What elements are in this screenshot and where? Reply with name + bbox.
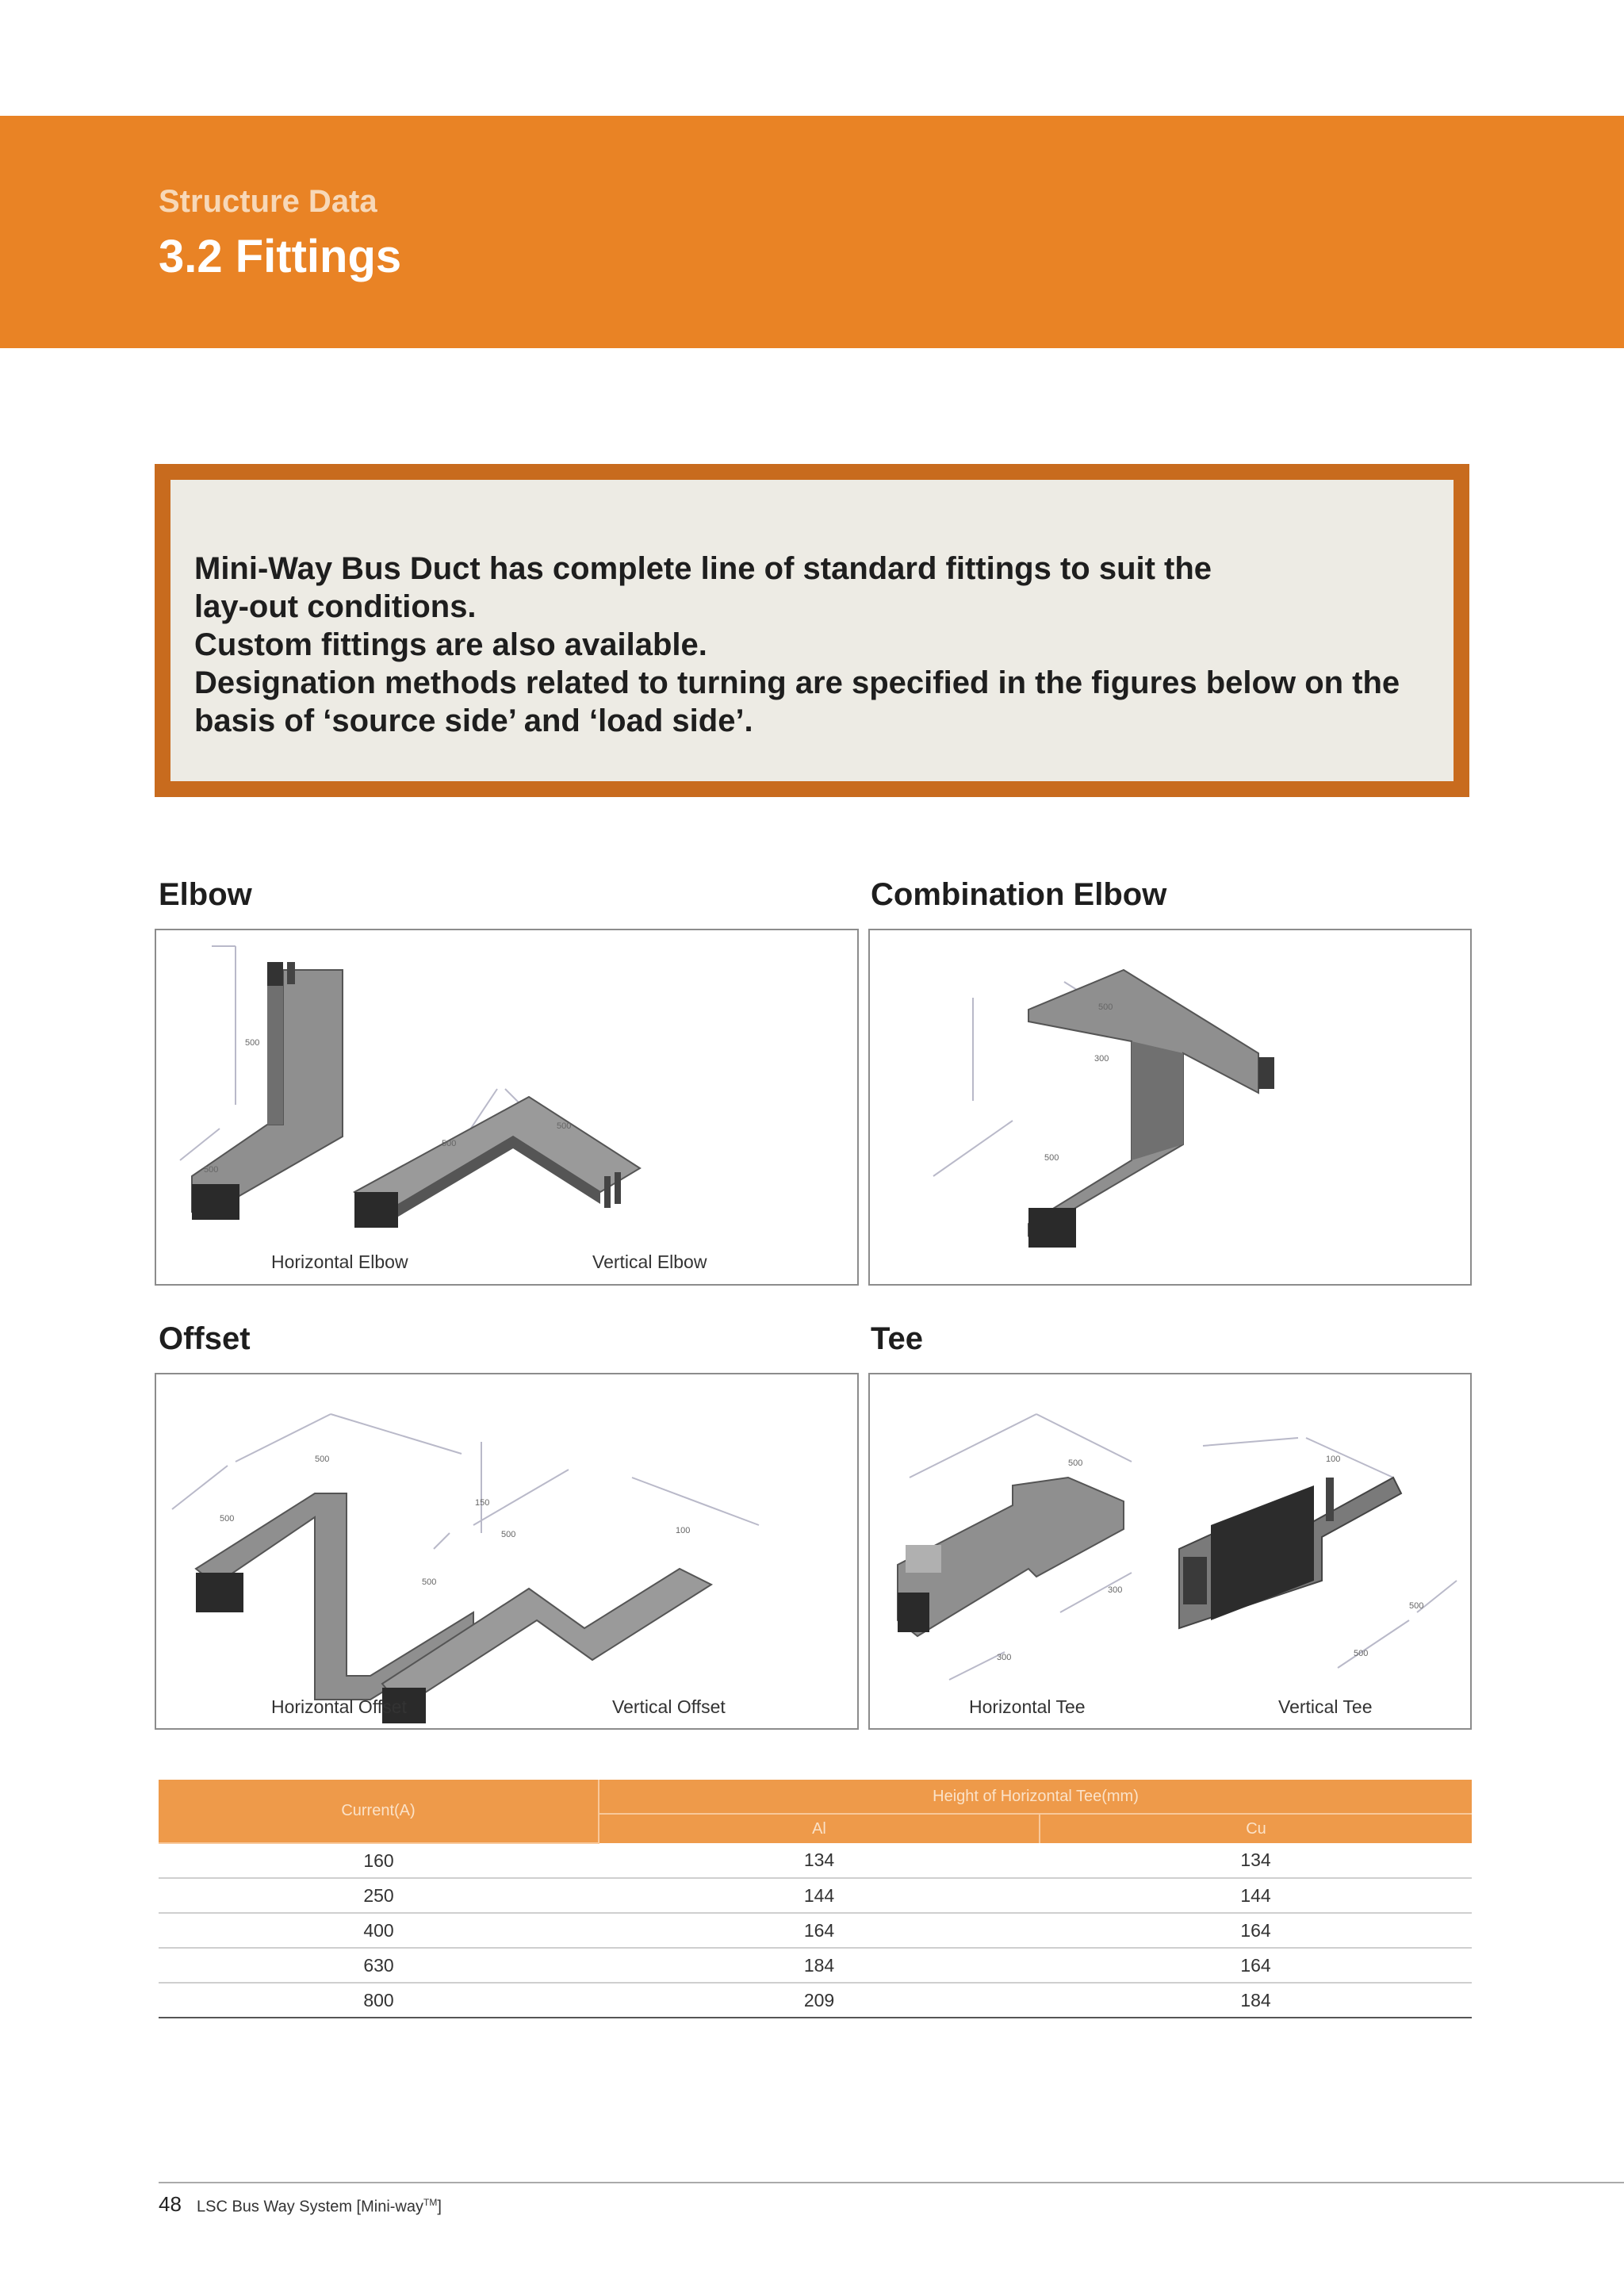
offset-dim-label: 150 (475, 1498, 490, 1508)
table-row (159, 1948, 1472, 1983)
intro-line: Mini-Way Bus Duct has complete line of standard fittings to suit the (194, 551, 1212, 586)
offset-dim-label: 500 (422, 1577, 437, 1587)
table-header-current: Current(A) (159, 1780, 599, 1843)
table-cell-cu: 134 (1040, 1843, 1472, 1878)
table-header-cu: Cu (1040, 1814, 1472, 1843)
intro-line: lay-out conditions. (194, 589, 477, 624)
page-title: 3.2 Fittings (159, 231, 402, 282)
footer-divider (159, 2182, 1624, 2183)
page-number: 48 (159, 2192, 182, 2216)
tee-dim-label: 500 (1409, 1601, 1424, 1611)
offset-dim-label: 500 (315, 1455, 330, 1464)
tee-dim-label: 300 (1108, 1585, 1123, 1595)
table-cell-al: 184 (599, 1948, 1040, 1983)
intro-box (155, 464, 1469, 797)
elbow-illustration (156, 930, 857, 1284)
caption-vertical-tee: Vertical Tee (1278, 1696, 1373, 1717)
tee-panel (868, 1373, 1472, 1730)
combination-elbow-illustration (870, 930, 1470, 1284)
tee-dim-label: 500 (1354, 1649, 1369, 1658)
intro-line: basis of ‘source side’ and ‘load side’. (194, 703, 753, 738)
caption-horizontal-elbow: Horizontal Elbow (271, 1251, 408, 1272)
footer-trademark: TM (423, 2197, 438, 2208)
tee-dim-label: 300 (997, 1653, 1012, 1662)
section-title-combination-elbow: Combination Elbow (871, 877, 1167, 912)
offset-dim-label: 500 (501, 1530, 516, 1539)
tee-height-table (159, 1780, 1472, 2018)
table-cell-current: 400 (159, 1913, 599, 1948)
offset-illustration (156, 1374, 857, 1728)
table-header-al: Al (599, 1814, 1040, 1843)
table-cell-al: 144 (599, 1878, 1040, 1913)
combination-elbow-dim-label: 500 (1098, 1002, 1113, 1012)
caption-horizontal-offset: Horizontal Offset (271, 1696, 407, 1717)
table-cell-current: 250 (159, 1878, 599, 1913)
table-cell-cu: 144 (1040, 1878, 1472, 1913)
section-title-tee: Tee (871, 1321, 923, 1356)
intro-line: Custom fittings are also available. (194, 627, 707, 662)
header-subtitle: Structure Data (159, 184, 377, 219)
table-row (159, 1983, 1472, 2018)
elbow-dim-label: 500 (442, 1139, 457, 1148)
offset-panel (155, 1373, 859, 1730)
table-cell-al: 209 (599, 1983, 1040, 2018)
elbow-dim-label: 500 (245, 1038, 260, 1048)
footer-text-main: LSC Bus Way System [Mini-way (197, 2198, 423, 2216)
combination-elbow-panel (868, 929, 1472, 1286)
caption-vertical-offset: Vertical Offset (612, 1696, 726, 1717)
offset-dim-label: 500 (220, 1514, 235, 1524)
table-row (159, 1913, 1472, 1948)
table-cell-current: 630 (159, 1948, 599, 1983)
table-row (159, 1843, 1472, 1878)
intro-box-inner (170, 480, 1454, 781)
section-title-offset: Offset (159, 1321, 251, 1356)
table-cell-al: 164 (599, 1913, 1040, 1948)
caption-vertical-elbow: Vertical Elbow (592, 1251, 707, 1272)
table-cell-current: 160 (159, 1843, 599, 1878)
tee-illustration (870, 1374, 1470, 1728)
footer-text-end: ] (437, 2198, 442, 2216)
tee-dim-label: 100 (1326, 1455, 1341, 1464)
intro-line: Designation methods related to turning are specified in the figures below on the (194, 665, 1400, 700)
footer-text (197, 2197, 442, 2217)
section-title-elbow: Elbow (159, 877, 252, 912)
table-header-group: Height of Horizontal Tee(mm) (599, 1780, 1472, 1814)
combination-elbow-dim-label: 500 (1044, 1153, 1059, 1163)
table-cell-cu: 164 (1040, 1948, 1472, 1983)
table-cell-cu: 164 (1040, 1913, 1472, 1948)
tee-dim-label: 500 (1068, 1458, 1083, 1468)
table-cell-cu: 184 (1040, 1983, 1472, 2018)
table-cell-al: 134 (599, 1843, 1040, 1878)
combination-elbow-dim-label: 300 (1094, 1054, 1109, 1064)
caption-horizontal-tee: Horizontal Tee (969, 1696, 1086, 1717)
offset-dim-label: 100 (676, 1526, 691, 1535)
elbow-dim-label: 500 (204, 1165, 219, 1175)
table-row (159, 1878, 1472, 1913)
elbow-panel (155, 929, 859, 1286)
elbow-dim-label: 500 (557, 1121, 572, 1131)
table-cell-current: 800 (159, 1983, 599, 2018)
